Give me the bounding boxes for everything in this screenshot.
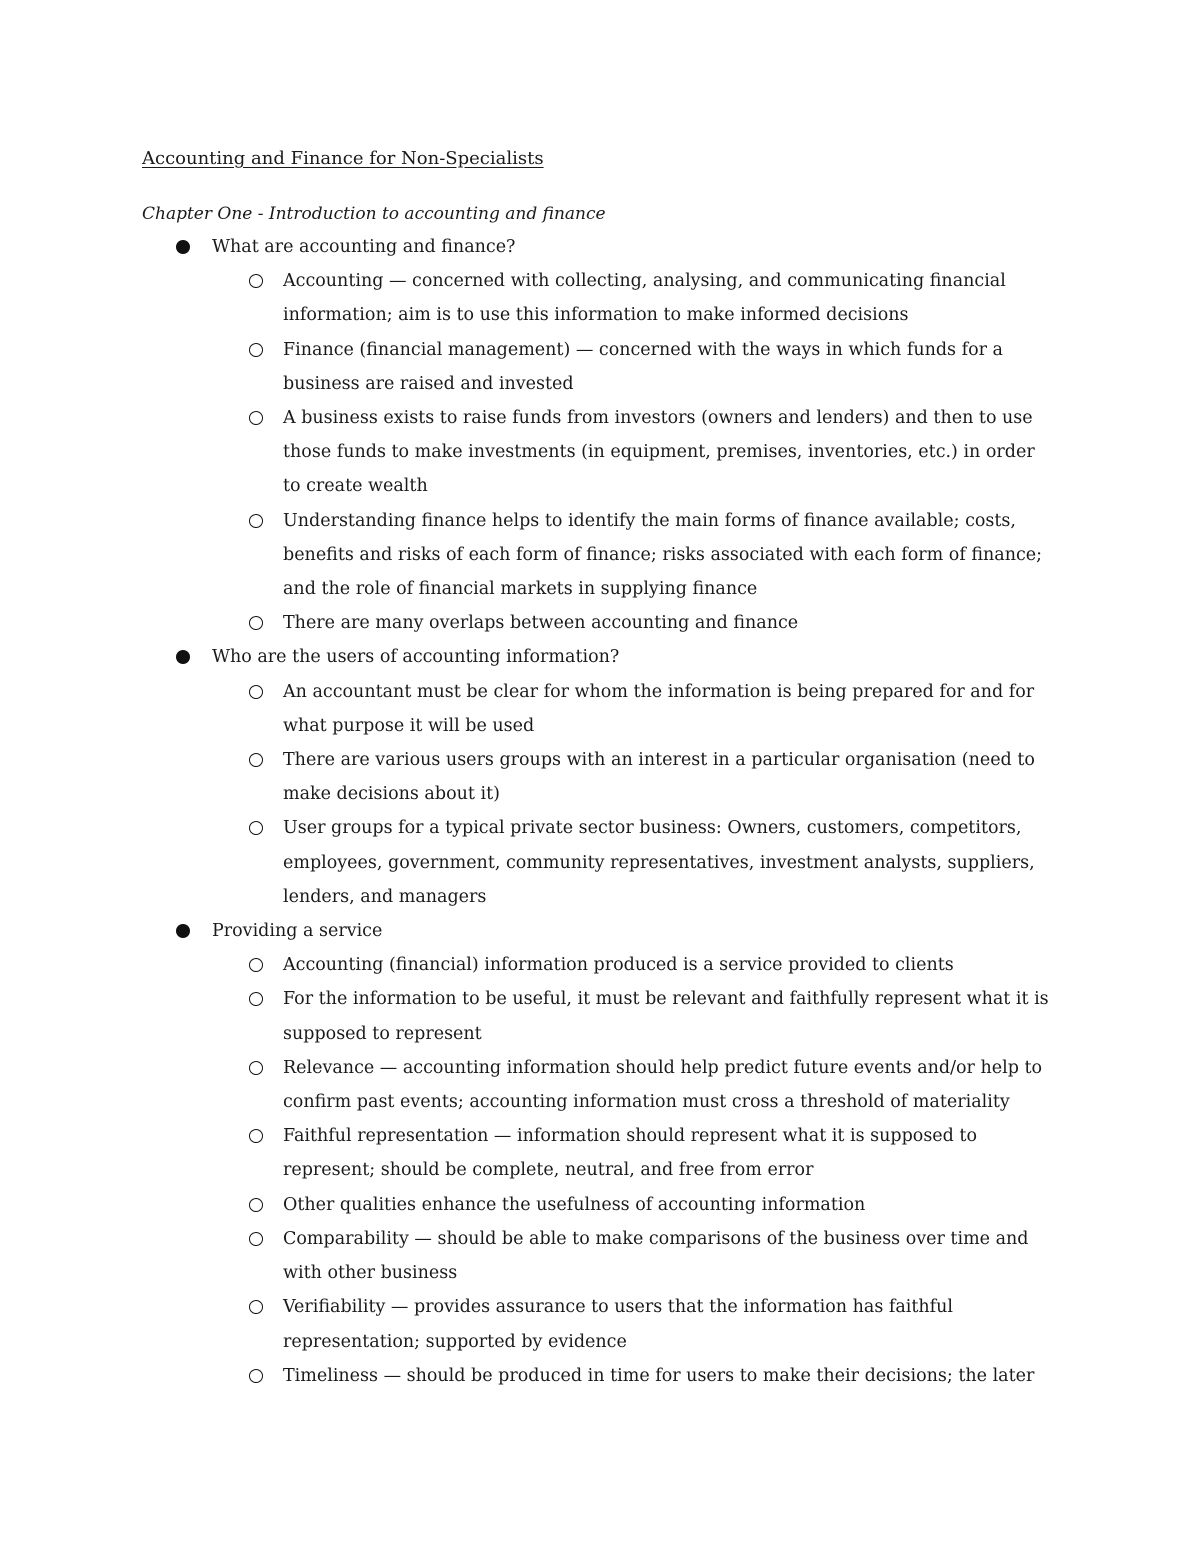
hollow-bullet-icon xyxy=(249,992,263,1006)
section-sublist xyxy=(212,675,1200,914)
list-item xyxy=(0,606,1053,640)
hollow-bullet-icon xyxy=(249,514,263,528)
list-item-text: User groups for a typical private sector business: Owners, customers, competitors, employees, government, community representatives, investment analysts, suppliers, lenders, and managers xyxy=(283,818,1035,907)
list-item-text: Understanding finance helps to identify the main forms of finance available; costs, benefits and risks of each form of finance; risks associated with each form of finance; and the role of financial markets in supplying finance xyxy=(283,510,1043,600)
hollow-bullet-icon xyxy=(249,1300,263,1314)
list-item-text: Other qualities enhance the usefulness of accounting information xyxy=(283,1194,866,1215)
list-item xyxy=(0,1359,1053,1393)
list-item-text: For the information to be useful, it must be relevant and faithfully represent what it is supposed to represent xyxy=(283,989,1049,1044)
hollow-bullet-icon xyxy=(249,1129,263,1143)
hollow-bullet-icon xyxy=(249,753,263,767)
list-item-text: A business exists to raise funds from investors (owners and lenders) and then to use those funds to make investments (in equipment, premises, inventories, etc.) in order to create wealth xyxy=(283,408,1035,497)
hollow-bullet-icon xyxy=(249,821,263,835)
hollow-bullet-icon xyxy=(249,411,263,425)
list-item-text: Timeliness — should be produced in time for users to make their decisions; the later xyxy=(283,1365,1035,1386)
list-item-text: There are many overlaps between accounting and finance xyxy=(283,613,799,634)
list-item-text: An accountant must be clear for whom the information is being prepared for and for what purpose it will be used xyxy=(283,681,1035,736)
list-item xyxy=(0,401,1053,504)
chapter-heading: Chapter One - Introduction to accounting and finance xyxy=(142,204,606,224)
hollow-bullet-icon xyxy=(249,958,263,972)
hollow-bullet-icon xyxy=(249,343,263,357)
section-sublist xyxy=(212,264,1200,640)
section-heading: What are accounting and finance? xyxy=(212,237,516,257)
list-item xyxy=(0,811,1053,914)
list-item-text: There are various users groups with an interest in a particular organisation (need to make decisions about it) xyxy=(283,750,1035,805)
list-item-text: Faithful representation — information should represent what it is supposed to represent; should be complete, neutral, and free from error xyxy=(283,1126,977,1181)
list-item xyxy=(0,1222,1053,1290)
filled-bullet-icon xyxy=(176,924,190,938)
document-title: Accounting and Finance for Non-Specialists xyxy=(142,148,544,169)
list-item xyxy=(0,264,1053,332)
section-heading: Providing a service xyxy=(212,921,383,942)
hollow-bullet-icon xyxy=(249,616,263,630)
list-item-text: Accounting (financial) information produced is a service provided to clients xyxy=(283,955,954,976)
hollow-bullet-icon xyxy=(249,274,263,288)
hollow-bullet-icon xyxy=(249,1369,263,1383)
list-item-text: Finance (financial management) — concerned with the ways in which funds for a business are raised and invested xyxy=(283,339,1003,394)
list-item xyxy=(0,1290,1053,1358)
hollow-bullet-icon xyxy=(249,1198,263,1212)
list-item-text: Relevance — accounting information should help predict future events and/or help to confirm past events; accounting information must cross a threshold of materiality xyxy=(283,1057,1043,1113)
notes-outline xyxy=(0,230,1200,1393)
section-heading: Who are the users of accounting information? xyxy=(212,647,620,668)
section-sublist xyxy=(212,948,1200,1393)
section-item xyxy=(0,914,1200,1393)
list-item xyxy=(0,333,1053,401)
list-item xyxy=(0,675,1053,743)
hollow-bullet-icon xyxy=(249,1232,263,1246)
hollow-bullet-icon xyxy=(249,1061,263,1075)
list-item xyxy=(0,982,1053,1050)
hollow-bullet-icon xyxy=(249,685,263,699)
section-item xyxy=(0,230,1200,640)
section-item xyxy=(0,640,1200,914)
filled-bullet-icon xyxy=(176,240,190,254)
filled-bullet-icon xyxy=(176,650,190,664)
list-item-text: Verifiability — provides assurance to users that the information has faithful representation; supported by evidence xyxy=(283,1297,954,1352)
list-item-text: Comparability — should be able to make comparisons of the business over time and with other business xyxy=(283,1228,1029,1284)
list-item xyxy=(0,743,1053,811)
list-item xyxy=(0,1051,1053,1119)
list-item xyxy=(0,1119,1053,1187)
list-item xyxy=(0,504,1053,607)
list-item xyxy=(0,948,1053,982)
list-item-text: Accounting — concerned with collecting, analysing, and communicating financial information; aim is to use this information to make informed decisions xyxy=(283,271,1006,326)
list-item xyxy=(0,1188,1053,1222)
